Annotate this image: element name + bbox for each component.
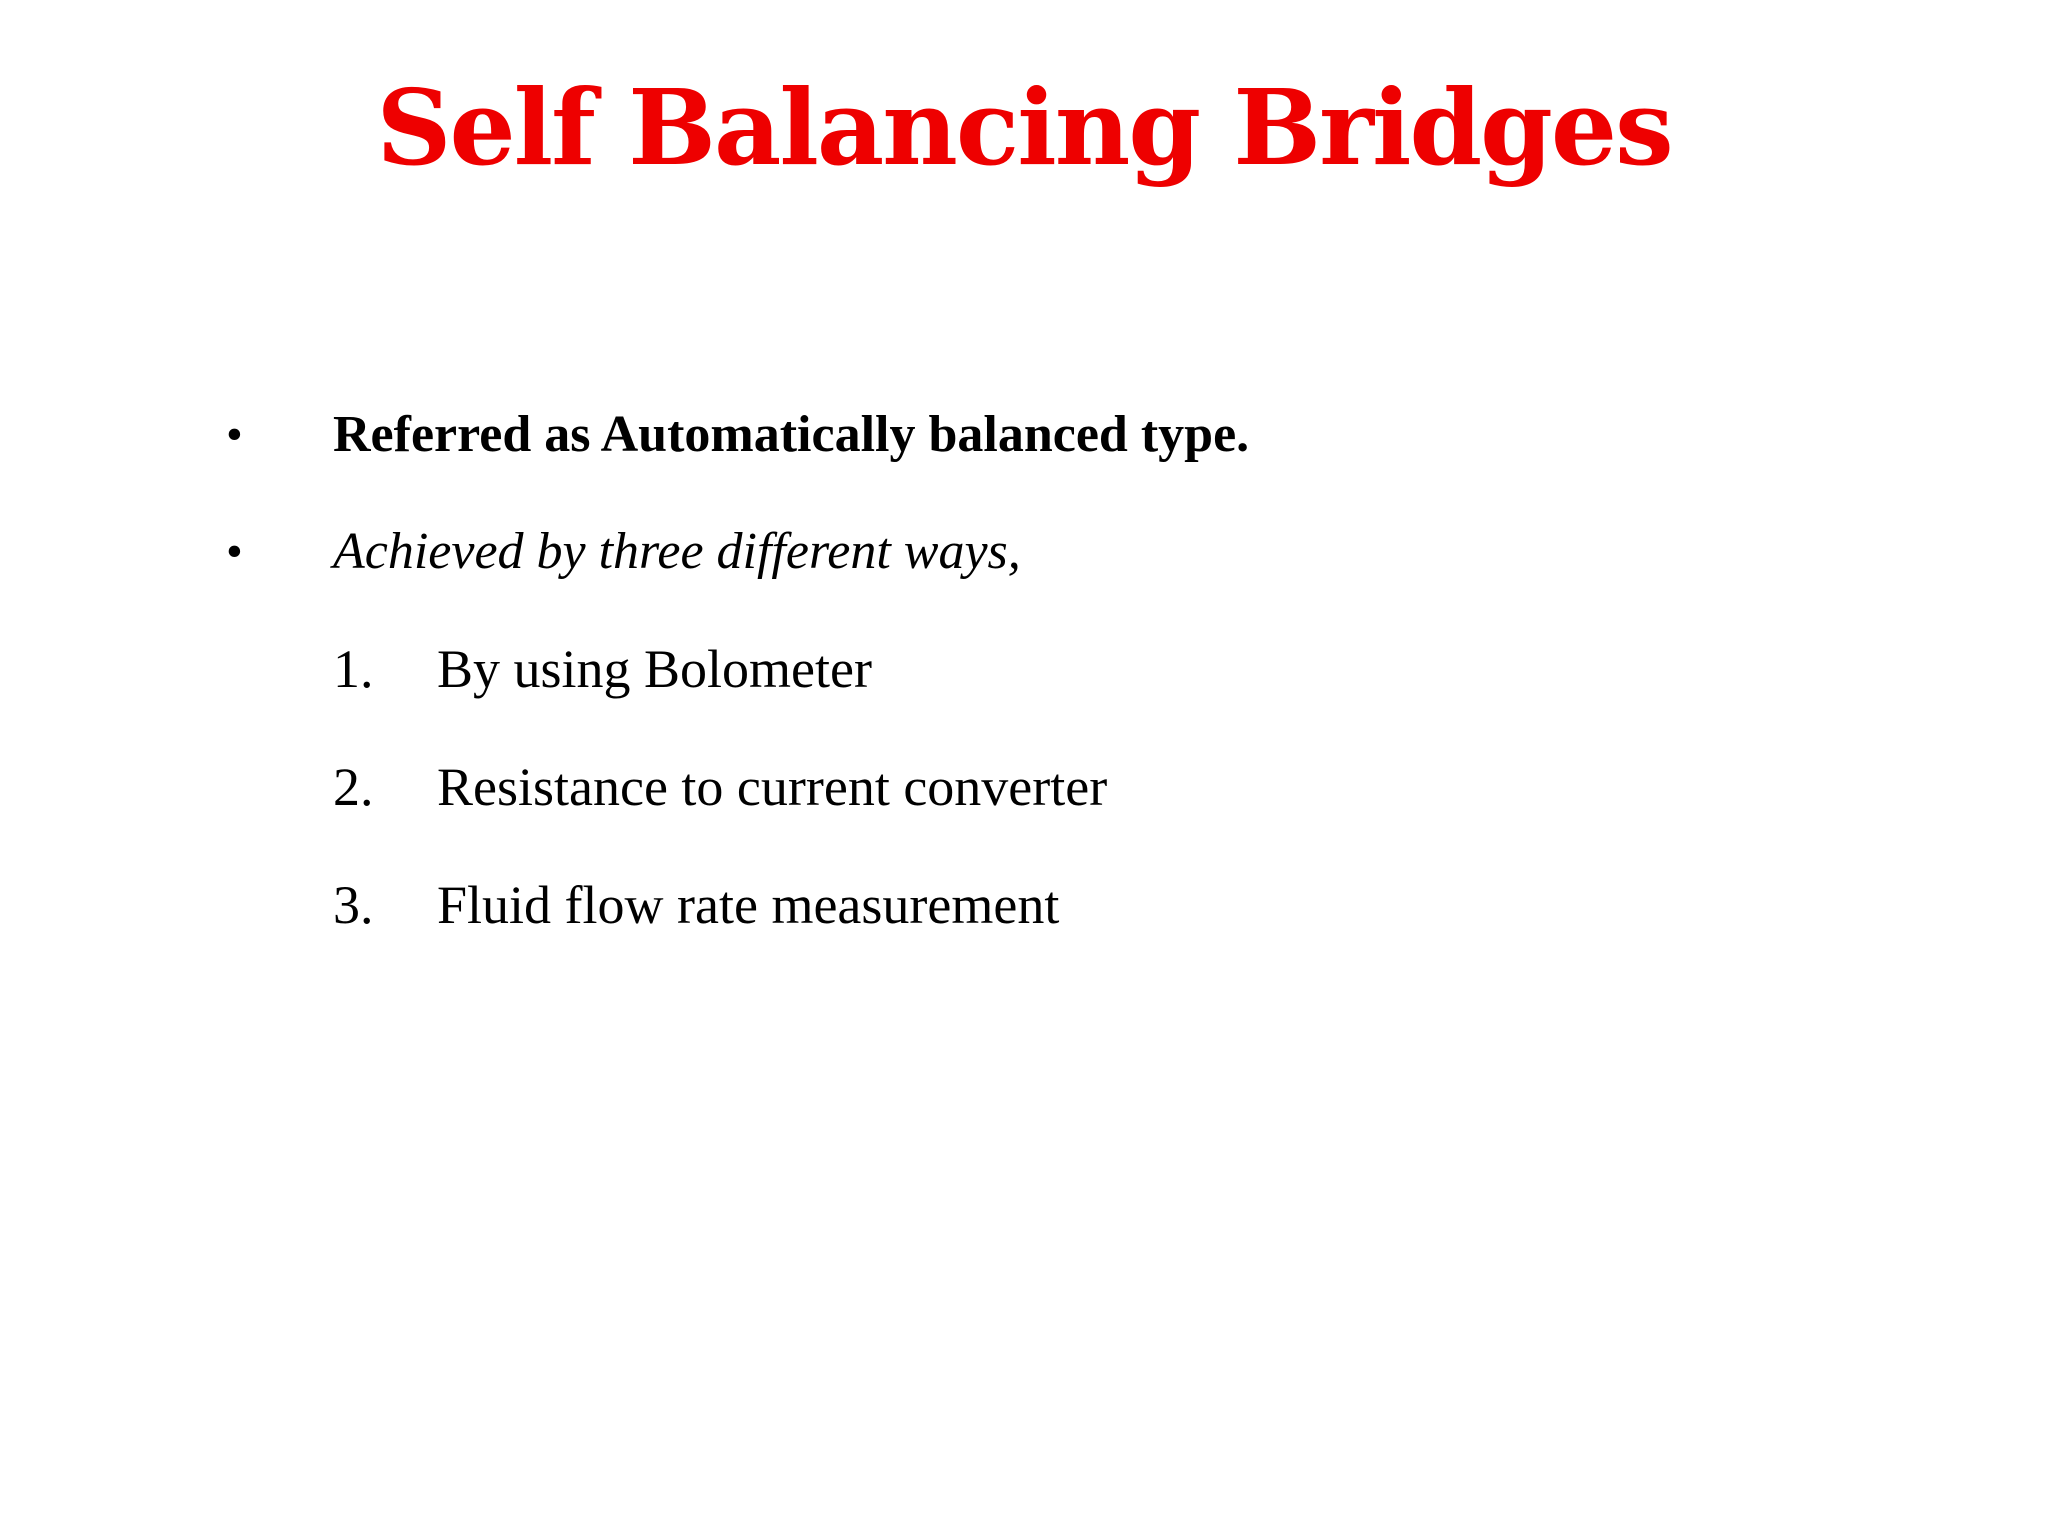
bullet-text: Referred as Automatically balanced type. [333,406,1250,463]
numbered-marker: 2. [333,757,374,817]
numbered-item-1 [0,634,2048,704]
bullet-marker: • [226,408,243,461]
numbered-item-2 [0,752,2048,822]
numbered-text: Resistance to current converter [437,757,1108,817]
bullet-item-2 [0,517,2048,587]
bullet-text: Achieved by three different ways, [333,523,1021,580]
bullet-item-1 [0,400,2048,470]
numbered-text: Fluid flow rate measurement [437,875,1060,935]
numbered-marker: 3. [333,875,374,935]
numbered-marker: 1. [333,639,374,699]
slide-title: Self Balancing Bridges [376,66,1672,189]
bullet-marker: • [226,525,243,578]
numbered-item-3 [0,870,2048,940]
numbered-text: By using Bolometer [437,639,872,699]
